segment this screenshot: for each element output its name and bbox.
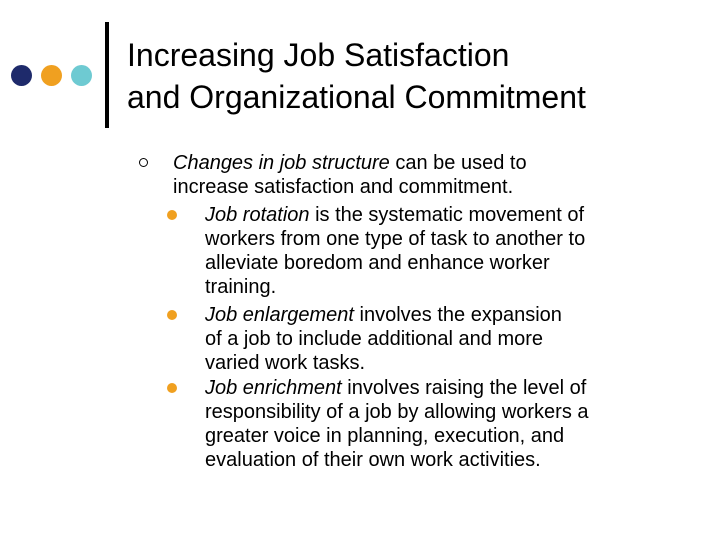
sub-point-3-line-3: greater voice in planning, execution, and <box>205 425 565 447</box>
slide-title-line-1: Increasing Job Satisfaction <box>127 37 510 73</box>
title-divider <box>105 22 109 128</box>
main-point-rest: can be used to <box>389 152 527 174</box>
main-point-line-1 <box>173 151 527 175</box>
main-point-line-2: increase satisfaction and commitment. <box>173 176 514 198</box>
slide-content <box>0 151 720 491</box>
sub-point-1-line-1 <box>205 203 584 227</box>
sub-point-1-line-4: training. <box>205 276 277 298</box>
sub-point-2-line-1 <box>205 303 562 327</box>
sub-point-3-line-4: evaluation of their own work activities. <box>205 449 541 471</box>
sub-point-3-rest: involves raising the level of <box>341 377 587 399</box>
sub-point-3-line-2: responsibility of a job by allowing workers a <box>205 401 589 423</box>
sub-point-3-line-1 <box>205 376 586 400</box>
sub-bullet-icon <box>167 383 177 393</box>
sub-point-1-line-2: workers from one type of task to another to <box>205 228 586 250</box>
sub-point-2-line-2: of a job to include additional and more <box>205 328 544 350</box>
sub-point-1-rest: is the systematic movement of <box>309 204 585 226</box>
hollow-circle-bullet-icon <box>139 158 148 167</box>
dot-navy-icon <box>11 65 32 86</box>
sub-bullet-icon <box>167 210 177 220</box>
slide-title-line-2: and Organizational Commitment <box>127 79 586 115</box>
sub-point-1-line-3: alleviate boredom and enhance worker <box>205 252 550 274</box>
main-point-italic: Changes in job structure <box>173 152 390 174</box>
dot-teal-icon <box>71 65 92 86</box>
sub-bullet-icon <box>167 310 177 320</box>
sub-point-2-line-3: varied work tasks. <box>205 352 366 374</box>
sub-point-1-term: Job rotation <box>205 204 310 226</box>
decorative-dots <box>11 65 95 87</box>
sub-point-2-rest: involves the expansion <box>353 304 562 326</box>
sub-point-3-term: Job enrichment <box>205 377 342 399</box>
sub-point-2-term: Job enlargement <box>205 304 354 326</box>
slide-title <box>127 34 707 118</box>
dot-orange-icon <box>41 65 62 86</box>
